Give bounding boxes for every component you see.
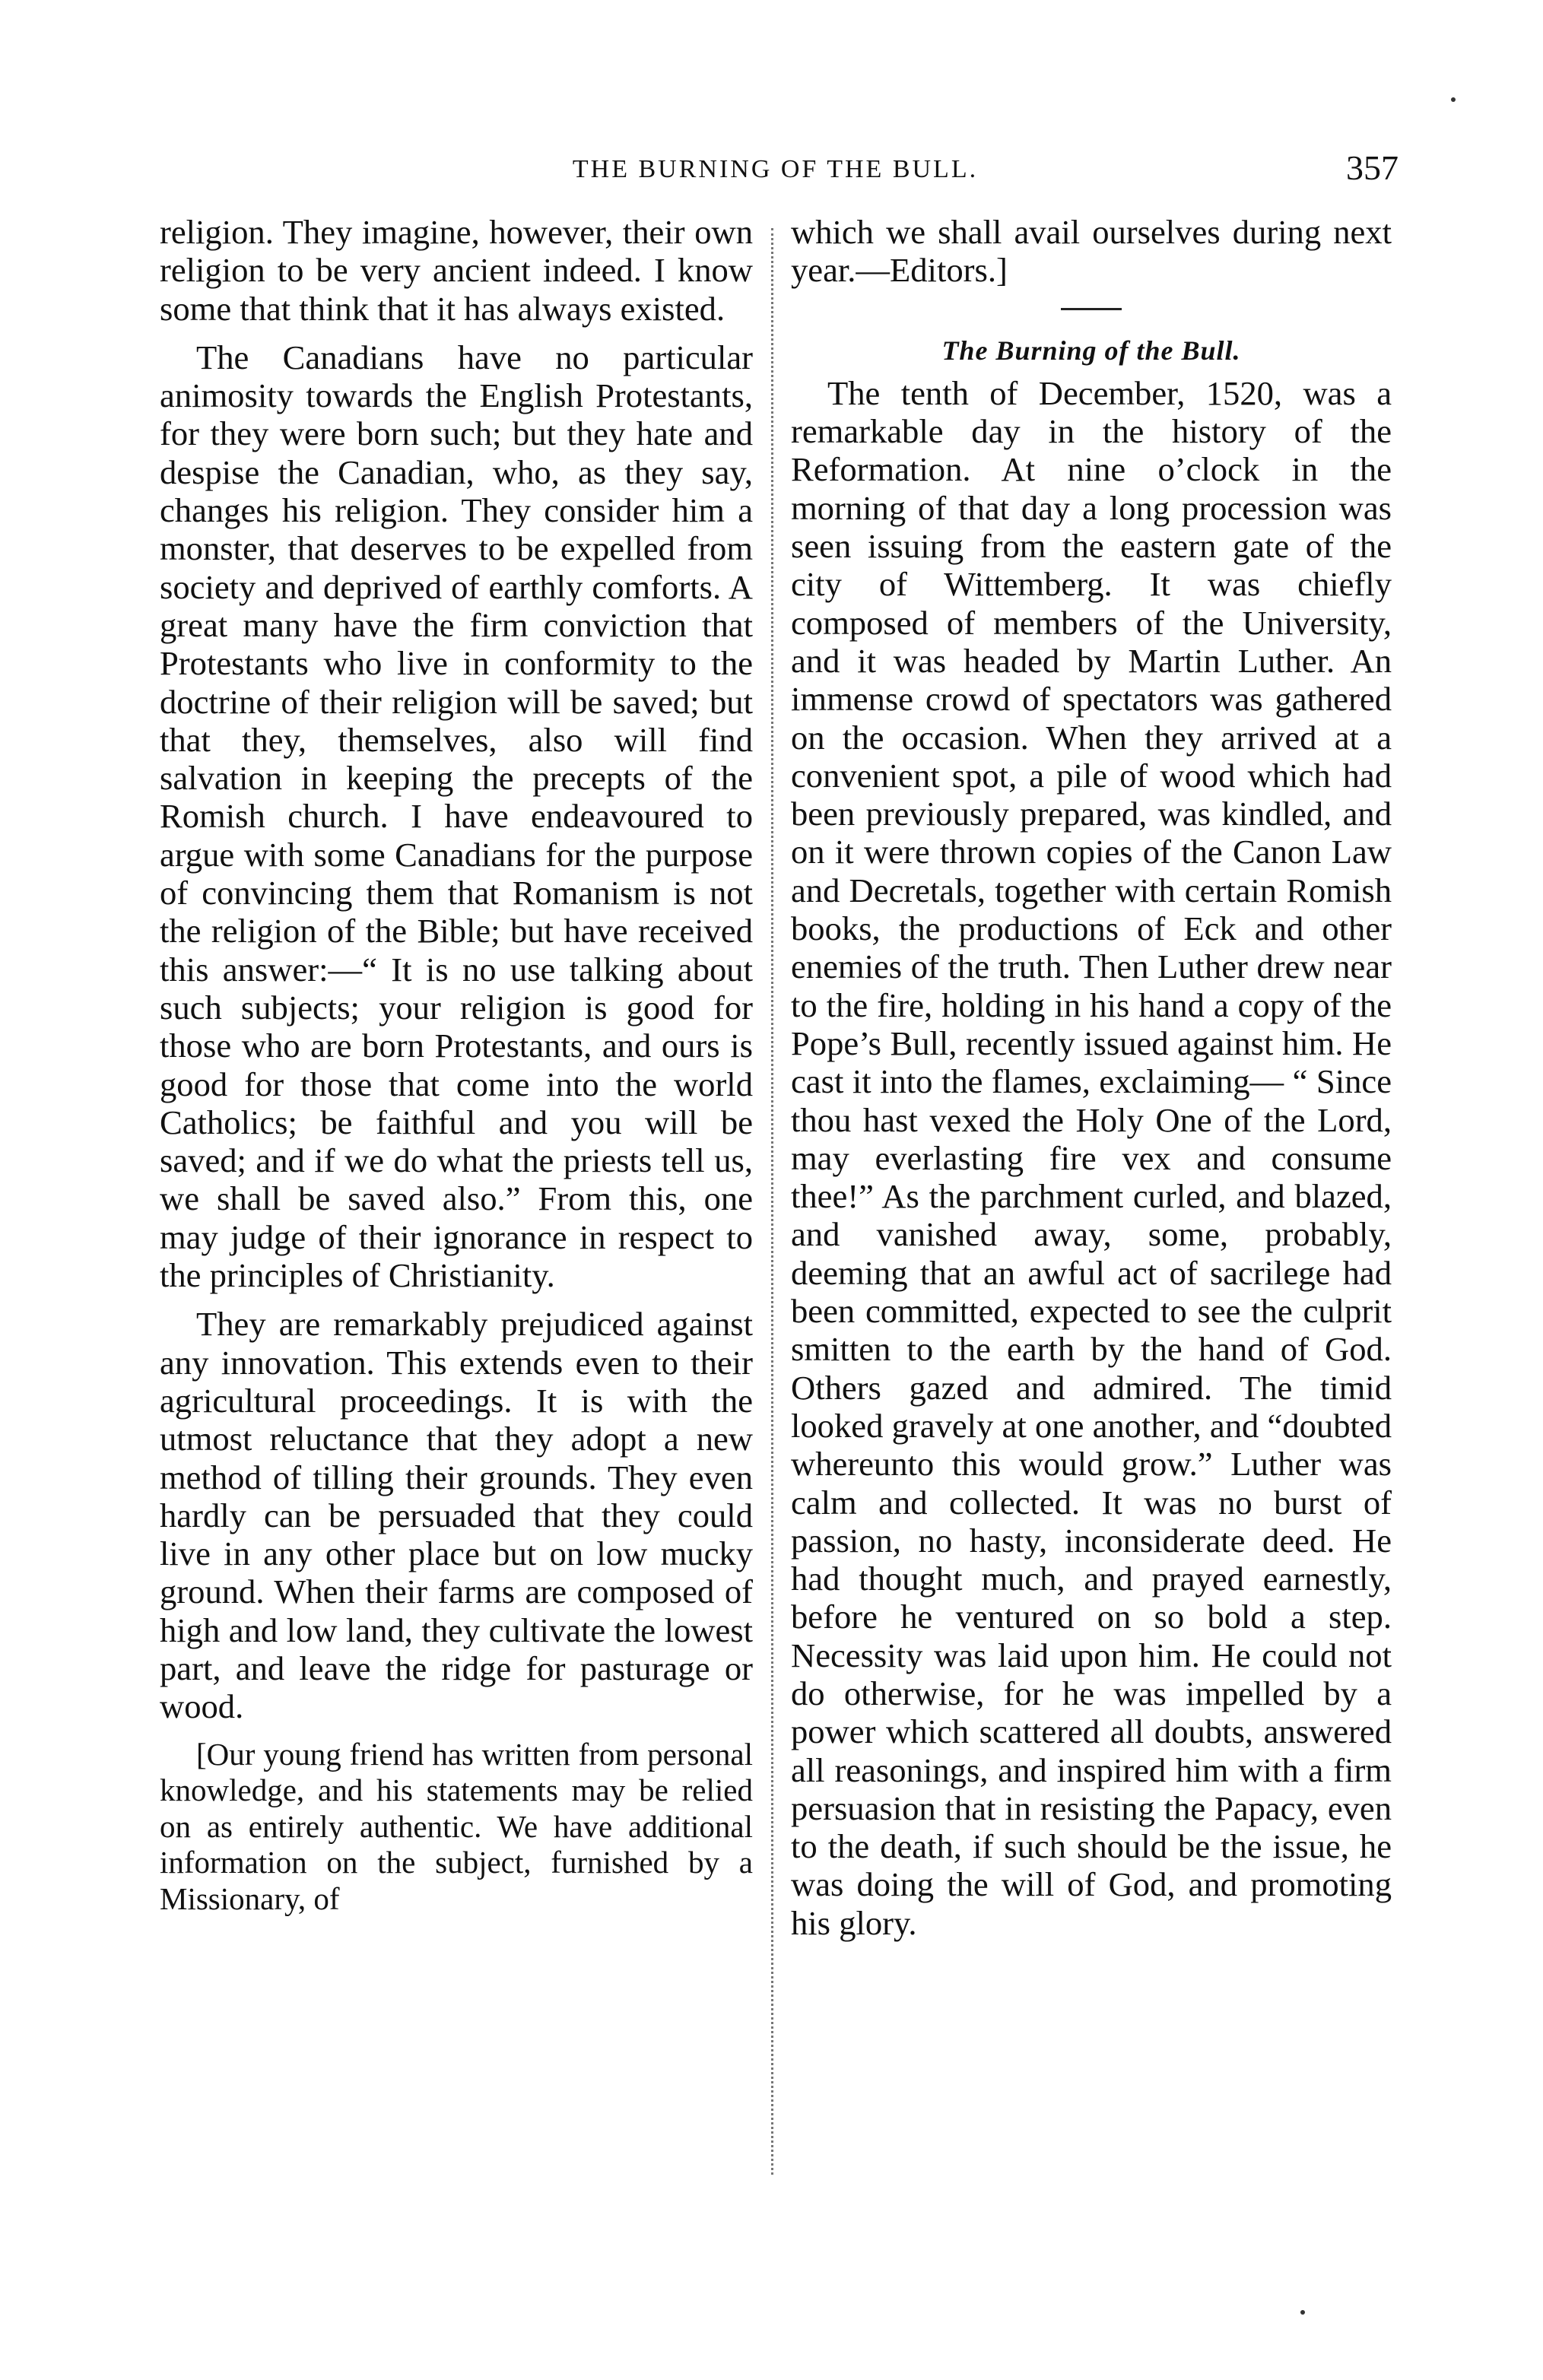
column-divider [771, 228, 773, 2175]
speck-mark [1300, 2310, 1305, 2315]
section-rule [1061, 308, 1122, 310]
article-title: The Burning of the Bull. [941, 335, 1241, 366]
paragraph-religion-continued: religion. They imagine, however, their own religion to be very ancient indeed. I know some that think that it has always existed. [160, 213, 753, 328]
paragraph-prejudice: They are remarkably prejudiced against any innovation. This extends even to their agricultural proceedings. It is with the utmost reluctance that they adopt a new method of tilling their grounds. They even hardly can be persuaded that they could live in any other place but on low mucky ground. When their farms are composed of high and low land, they cultivate the lowest part, and leave the ridge for pasturage or wood. [160, 1305, 753, 1726]
page-header [152, 144, 1399, 198]
page-number: 357 [1346, 148, 1399, 187]
editors-note: [Our young friend has written from personal knowledge, and his statements may be relied on as entirely authentic. We have additional information on the subject, furnished by a Missionary, of [160, 1736, 753, 1916]
right-column [791, 213, 1392, 1942]
editors-note-continued: which we shall avail ourselves during next year.—Editors.] [791, 213, 1392, 290]
paragraph-canadians: The Canadians have no particular animosity towards the English Protestants, for they were born such; but they hate and despise the Canadian, who, as they say, changes his religion. They consider him a monster, that deserves to be expelled from society and deprived of earthly comforts. A great many have the firm conviction that Protestants who live in conformity to the doctrine of their religion will be saved; but that they, themselves, also will find salvation in keeping the precepts of the Romish church. I have endeavoured to argue with some Canadians for the purpose of convincing them that Romanism is not the religion of the Bible; but have received this answer:—“ It is no use talking about such subjects; your religion is good for those who are born Protestants, and ours is good for those that come into the world Catholics; be faithful and you will be saved; and if we do what the priests tell us, we shall be saved also.” From this, one may judge of their ignorance in respect to the principles of Christianity. [160, 338, 753, 1295]
left-column [160, 213, 753, 1917]
running-title: THE BURNING OF THE BULL. [572, 155, 979, 183]
speck-mark [1451, 97, 1456, 102]
paragraph-burning-of-bull: The tenth of December, 1520, was a remarkable day in the history of the Reformation. At nine o’clock in the morning of that day a long procession was seen issuing from the eastern gate of the city of Wittemberg. It was chiefly composed of members of the University, and it was headed by Martin Luther. An immense crowd of spectators was gathered on the occasion. When they arrived at a convenient spot, a pile of wood which had been previously prepared, was kindled, and on it were thrown copies of the Canon Law and Decretals, together with certain Romish books, the productions of Eck and other enemies of the truth. Then Luther drew near to the fire, holding in his hand a copy of the Pope’s Bull, recently issued against him. He cast it into the flames, exclaiming— “ Since thou hast vexed the Holy One of the Lord, may everlasting fire vex and consume thee!” As the parchment curled, and blazed, and vanished away, some, probably, deeming that an awful act of sacrilege had been committed, expected to see the culprit smitten to the earth by the hand of God. Others gazed and admired. The timid looked gravely at one another, and “doubted whereunto this would grow.” Luther was calm and collected. It was no burst of passion, no hasty, inconsiderate deed. He had thought much, and prayed earnestly, before he ventured on so bold a step. Necessity was laid upon him. He could not do otherwise, for he was impelled by a power which scattered all doubts, answered all reasonings, and inspired him with a firm persuasion that in resisting the Papacy, even to the death, if such should be the issue, he was doing the will of God, and promoting his glory. [791, 373, 1392, 1942]
